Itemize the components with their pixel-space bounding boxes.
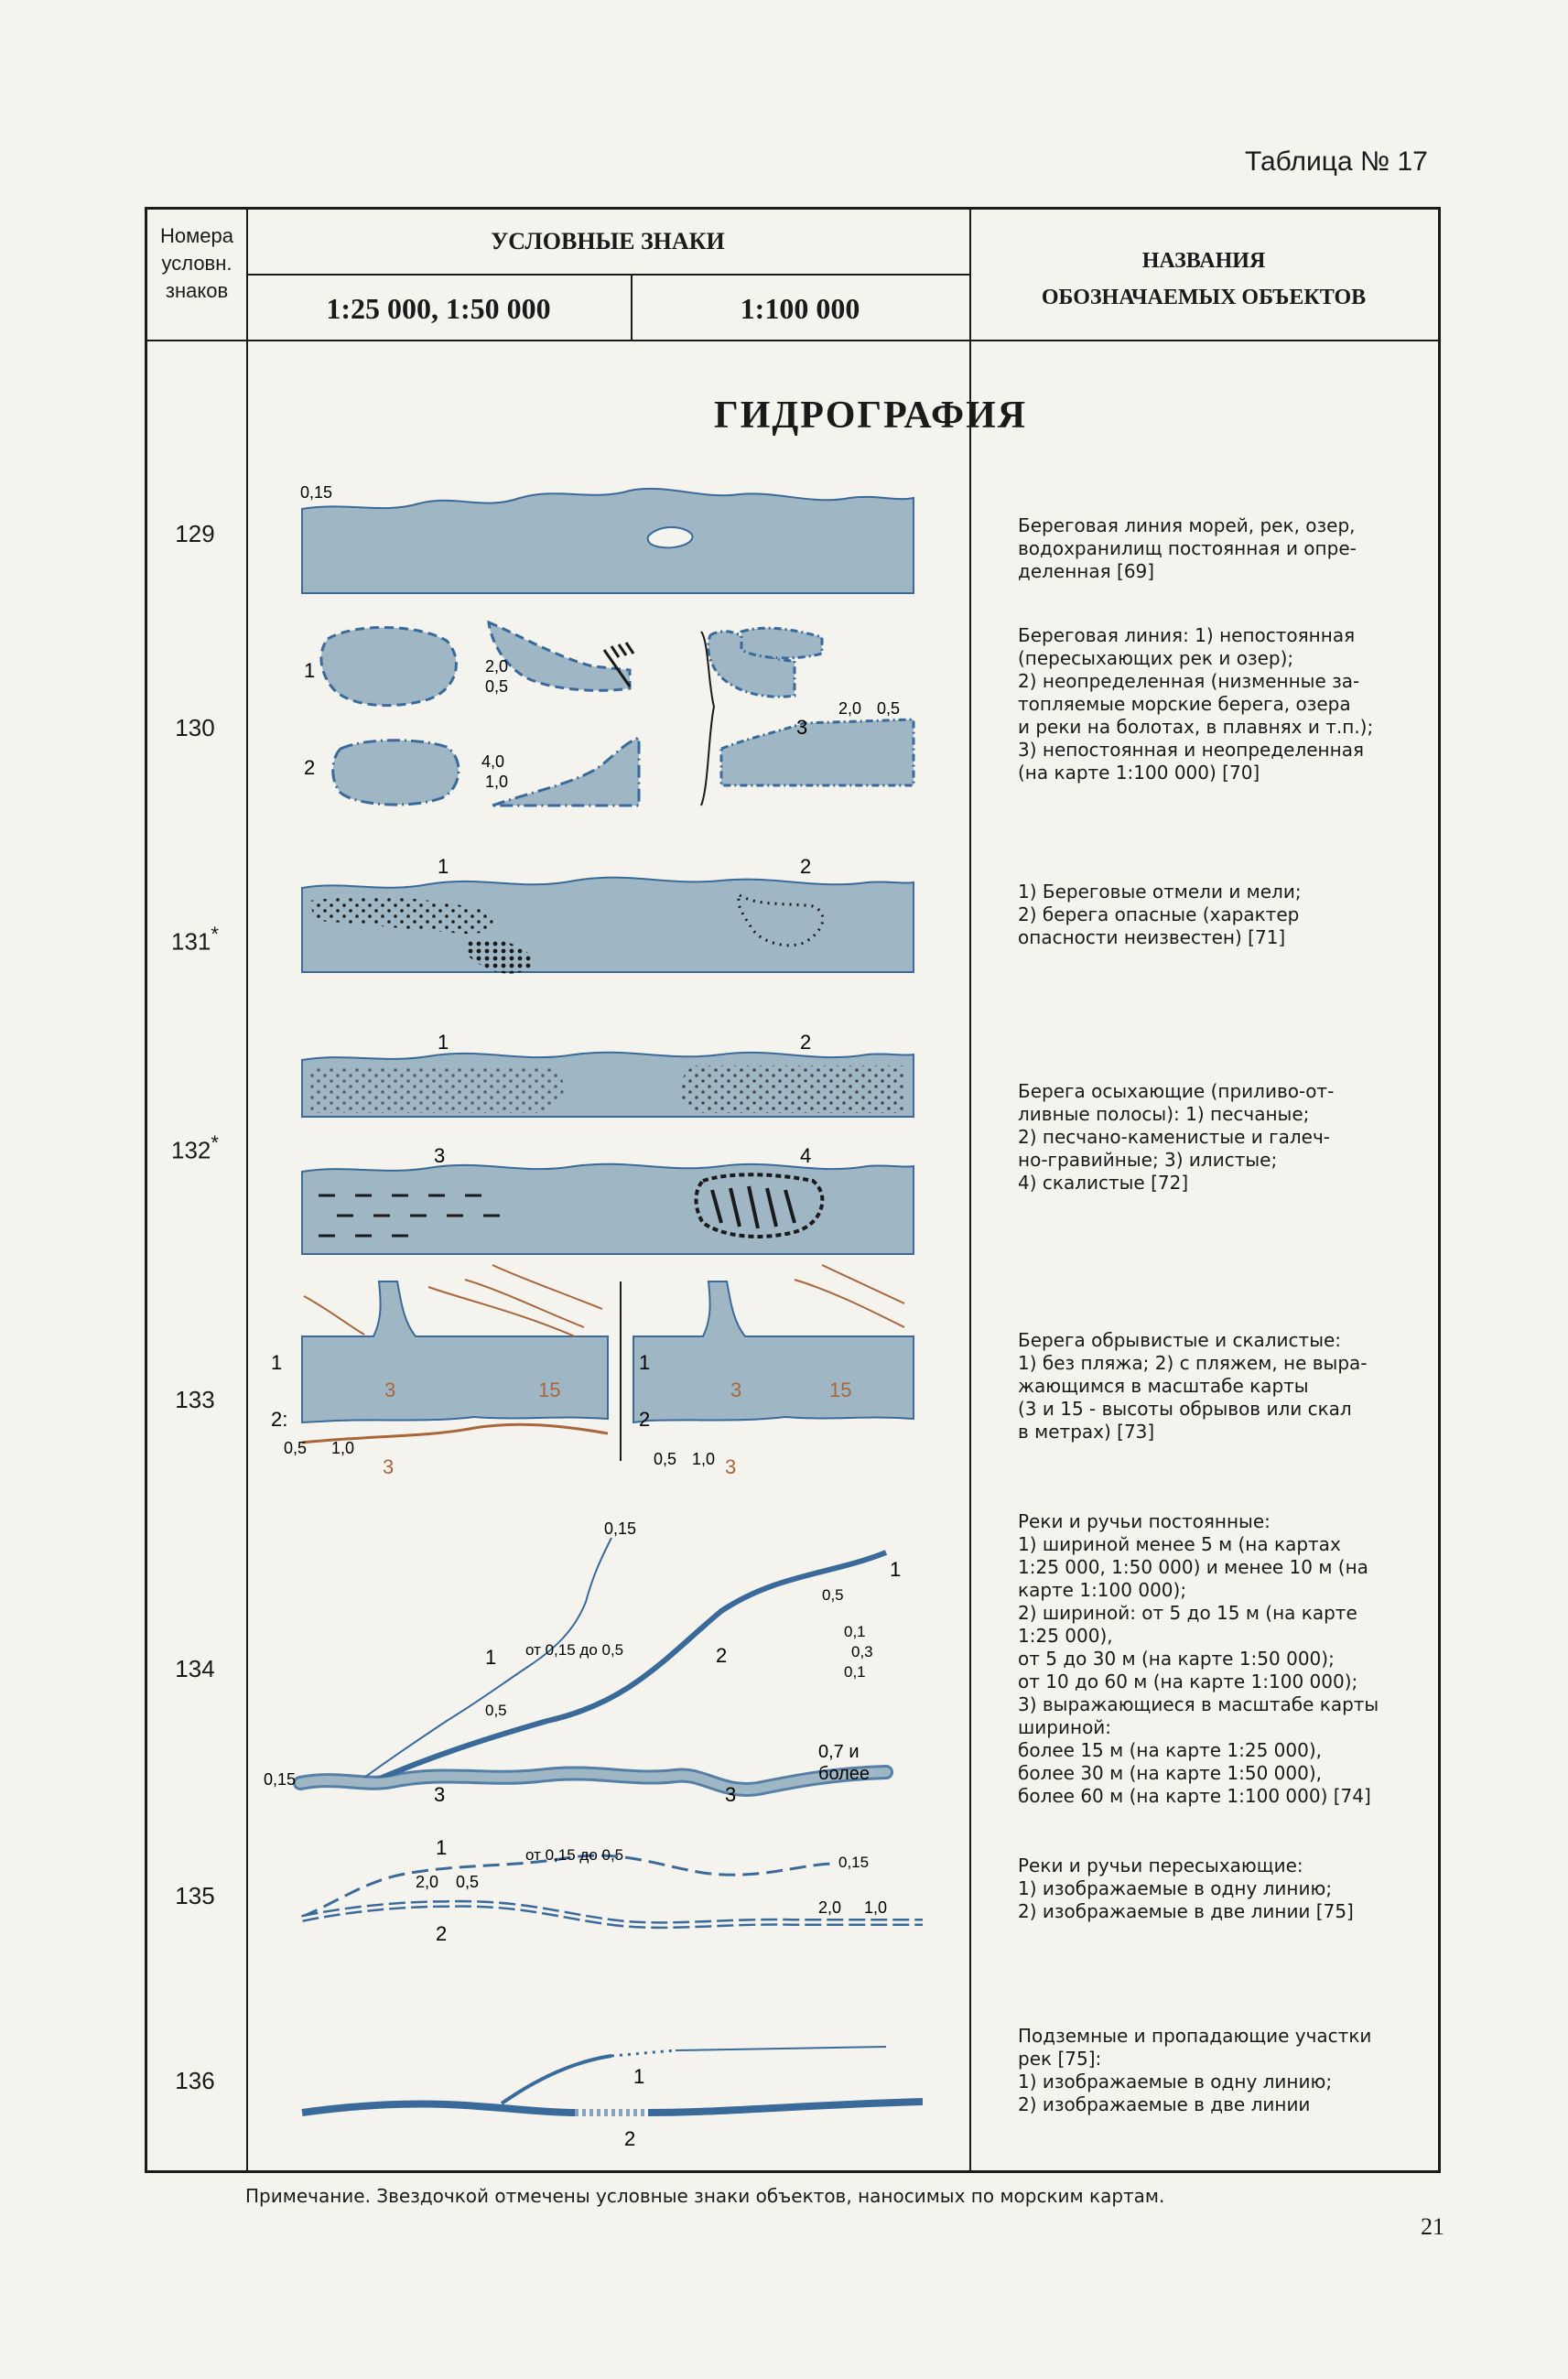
label: 0,5 [485,677,509,696]
label: 2,0 [838,699,862,718]
symbol-134-rivers [264,1519,901,1806]
description-133: Берега обрывистые и скалистые: 1) без пляжа; 2) с пляжем, не выра- жающимся в масштабе карты (3 и 15 - высоты обрывов или скал в метрах) [73] [1018,1329,1368,1443]
label: 0,5 [485,1702,507,1719]
label: 0,15 [604,1519,637,1538]
label: 0,5 [654,1450,677,1468]
description-132: Берега осыхающие (приливо-от- ливные полосы): 1) песчаные; 2) песчано-каменистые и галеч- но-гравийные; 3) илистые; 4) скалистые [72] [1018,1080,1335,1194]
label: 2 [436,1922,448,1945]
header-scale-large: 1:25 000, 1:50 000 [326,292,551,325]
label: 3 [384,1379,396,1401]
label: 3 [725,1783,737,1806]
label: 2 [304,756,316,779]
label: 15 [538,1379,561,1401]
label: 3 [434,1144,446,1167]
row-number-134: 134 [175,1655,215,1682]
label: 2,0 [818,1898,842,1917]
symbol-135-intermittent-rivers [302,1836,923,1945]
label: 0,15 [300,483,333,502]
label: 1 [438,1031,449,1054]
label: 1 [436,1836,448,1859]
description-131: 1) Береговые отмели и мели; 2) берега опасные (характер опасности неизвестен) [71] [1018,881,1302,948]
label: 4 [800,1144,812,1167]
description-134: Реки и ручьи постоянные: 1) шириной менее 5 м (на картах 1:25 000, 1:50 000) и менее 10 м (на карте 1:100 000); 2) шириной: от 5 до 15 м (на карте 1:25 000), от 5 до 30 м (на карте 1:50 000); от 10 до 60 м (на карте 1:100 000); 3) выражающиеся в масштабе карты шириной: более 15 м (на карте 1:25 000), более 30 м (на карте 1:50 000), более 60 м (на карте 1:100 000) [74] [1018,1510,1379,1807]
label: 1,0 [864,1898,888,1917]
symbol-136-underground-rivers [302,2047,923,2150]
symbol-129-coastline [300,483,914,593]
symbol-132-drying-banks [302,1031,914,1254]
col-divider-2 [969,210,971,2170]
label: от 0,15 до 0,5 [525,1846,624,1864]
label: 2: [271,1408,288,1431]
symbol-131-shoals [302,855,914,974]
label: 0,3 [851,1643,873,1660]
symbols-figure [245,458,968,2160]
description-136: Подземные и пропадающие участки рек [75]: 1) изображаемые в одну линию; 2) изображаемые в две линии [1018,2025,1372,2115]
row-number-132: 132* [171,1131,219,1164]
label: 0,1 [844,1623,866,1640]
row-number-136: 136 [175,2067,215,2094]
label: 0,5 [877,699,901,718]
label: 1,0 [485,773,509,791]
row-number-135: 135 [175,1882,215,1909]
label: 1 [485,1646,497,1669]
label: 0,5 [822,1586,844,1604]
label: 2 [716,1644,728,1667]
label: 2,0 [485,657,509,676]
label: 1 [633,2065,645,2088]
symbol-130-shorelines [304,622,914,806]
label: 1,0 [692,1450,716,1468]
label: 0,15 [264,1770,297,1789]
header-scale-small: 1:100 000 [740,292,860,325]
description-130: Береговая линия: 1) непостоянная (пересыхающих рек и озер); 2) неопределенная (низменные за- топляемые морские берега, озера и реки на болотах, в плавнях и т.п.); 3) непостоянная и неопределенная (на карте 1:100 000) [70] [1018,624,1374,784]
label: 3 [730,1379,742,1401]
label: от 0,15 до 0,5 [525,1641,624,1659]
label: 2 [800,855,812,878]
label: 2 [639,1408,651,1431]
label: 0,5 [284,1439,308,1457]
page-number: 21 [1421,2213,1444,2240]
header-bottom-line [147,340,1438,341]
header-names-title: НАЗВАНИЯ ОБОЗНАЧАЕМЫХ ОБЪЕКТОВ [1041,249,1367,309]
symbol-133-steep-banks [271,1265,914,1478]
header-number-col: Номера условн. знаков [160,224,233,302]
label: 0,5 [456,1873,480,1891]
label: 1 [304,659,316,682]
label: 2 [624,2127,636,2150]
row-number-130: 130 [175,714,215,741]
asterisk: * [211,1131,219,1154]
label: 3 [383,1455,395,1478]
label: 15 [829,1379,852,1401]
label: 3 [725,1455,737,1478]
row-number-131: 131* [171,923,219,956]
label: 1,0 [331,1439,355,1457]
label: 3 [796,716,808,739]
description-129: Береговая линия морей, рек, озер, водохранилищ постоянная и опре- деленная [69] [1018,514,1357,582]
label: 0,15 [838,1854,870,1871]
header-subline [246,274,969,276]
label: более [818,1764,871,1784]
label: 2 [800,1031,812,1054]
label: 1 [639,1351,651,1374]
label: 3 [434,1783,446,1806]
label: 0,7 и [818,1742,860,1762]
description-135: Реки и ручьи пересыхающие: 1) изображаемые в одну линию; 2) изображаемые в две линии [75] [1018,1855,1354,1922]
label: 4,0 [481,752,505,771]
row-number-129: 129 [175,520,215,547]
label: 2,0 [416,1873,439,1891]
footnote: Примечание. Звездочкой отмечены условные знаки объектов, наносимых по морским картам. [245,2185,1165,2207]
asterisk: * [211,923,219,946]
table-title: Таблица № 17 [1245,146,1428,177]
row-number-133: 133 [175,1386,215,1413]
label: 0,1 [844,1663,866,1681]
label: 1 [271,1351,283,1374]
label: 1 [438,855,449,878]
label: 1 [890,1558,902,1581]
header-symbols-title: УСЛОВНЫЕ ЗНАКИ [491,228,725,254]
section-title: ГИДРОГРАФИЯ [714,395,1028,437]
